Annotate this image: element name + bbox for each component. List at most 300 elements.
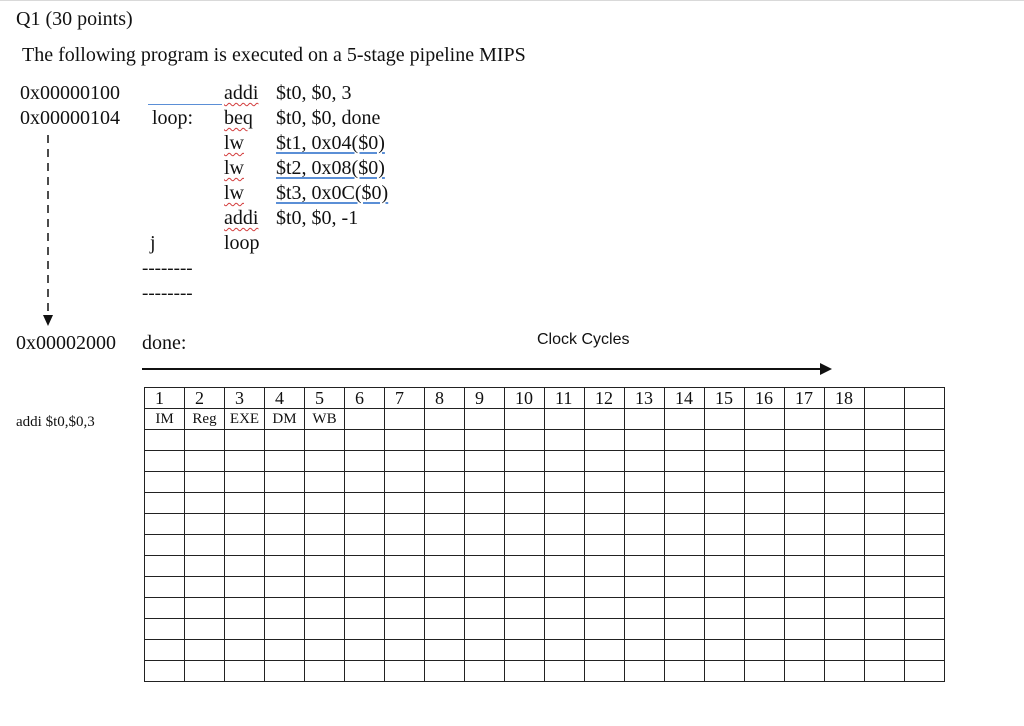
- operands: $t1, 0x04($0): [276, 132, 385, 154]
- grid-cell: [745, 598, 785, 619]
- cycle-cell: 5: [305, 388, 345, 409]
- grid-cell: [425, 661, 465, 682]
- grid-cell: [545, 451, 585, 472]
- empty-row: [145, 451, 945, 472]
- grid-cell: [185, 661, 225, 682]
- grid-cell: [185, 619, 225, 640]
- grid-cell: [345, 409, 385, 430]
- grid-cell: [745, 472, 785, 493]
- grid-cell: [705, 514, 745, 535]
- grid-cell: [185, 556, 225, 577]
- grid-cell: [145, 451, 185, 472]
- jump-opcode: j: [150, 232, 156, 254]
- grid-cell: [505, 472, 545, 493]
- grid-cell: [265, 451, 305, 472]
- cycle-cell: 7: [385, 388, 425, 409]
- grid-cell: [385, 598, 425, 619]
- cycle-cell: 13: [625, 388, 665, 409]
- grid-cell: [585, 430, 625, 451]
- grid-cell: [745, 619, 785, 640]
- grid-cell: [665, 661, 705, 682]
- grid-cell: [585, 514, 625, 535]
- operands: $t0, $0, 3: [276, 82, 352, 104]
- cycle-cell: 2: [185, 388, 225, 409]
- grid-cell: [785, 493, 825, 514]
- stage-cell: Reg: [185, 409, 225, 430]
- empty-row: [145, 619, 945, 640]
- grid-cell: [225, 598, 265, 619]
- cycle-cell: 9: [465, 388, 505, 409]
- grid-cell: [265, 535, 305, 556]
- cycle-cell: 11: [545, 388, 585, 409]
- grid-cell: [145, 619, 185, 640]
- grid-cell: [345, 535, 385, 556]
- empty-row: [145, 640, 945, 661]
- grid-cell: [785, 409, 825, 430]
- grid-cell: [745, 514, 785, 535]
- cycle-cell: 12: [585, 388, 625, 409]
- grid-cell: [625, 472, 665, 493]
- cycle-cell: 4: [265, 388, 305, 409]
- grid-cell: [745, 430, 785, 451]
- grid-cell: [705, 472, 745, 493]
- grid-cell: [385, 472, 425, 493]
- grid-cell: [345, 493, 385, 514]
- grid-cell: [465, 430, 505, 451]
- grid-cell: [305, 640, 345, 661]
- grid-cell: [465, 493, 505, 514]
- stage-cell: DM: [265, 409, 305, 430]
- grid-cell: [505, 598, 545, 619]
- grid-cell: [265, 430, 305, 451]
- grid-cell: [585, 619, 625, 640]
- grid-cell: [145, 535, 185, 556]
- grid-cell: [785, 430, 825, 451]
- opcode: addi: [224, 82, 259, 104]
- grid-cell: [625, 514, 665, 535]
- grid-cell: [825, 598, 865, 619]
- grid-cell: [785, 514, 825, 535]
- address-0x104: 0x00000104: [20, 107, 120, 129]
- grid-cell: [665, 409, 705, 430]
- grid-cell: [505, 556, 545, 577]
- grid-cell: [385, 619, 425, 640]
- grid-cell: [505, 661, 545, 682]
- grid-cell: [425, 619, 465, 640]
- grid-cell: [345, 661, 385, 682]
- grid-cell: [665, 640, 705, 661]
- clock-cycles-label: Clock Cycles: [537, 331, 630, 348]
- grid-cell: [585, 640, 625, 661]
- grid-cell: [305, 472, 345, 493]
- grid-cell: [825, 661, 865, 682]
- grid-cell: [545, 619, 585, 640]
- grid-cell: [225, 619, 265, 640]
- grid-cell: [785, 619, 825, 640]
- grid-cell: [305, 619, 345, 640]
- grid-cell: [505, 577, 545, 598]
- grid-cell: [345, 556, 385, 577]
- grid-cell: [425, 598, 465, 619]
- grid-cell: [305, 514, 345, 535]
- operands: $t2, 0x08($0): [276, 157, 385, 179]
- grid-cell: [705, 640, 745, 661]
- grid-cell: [785, 535, 825, 556]
- grid-cell: [785, 661, 825, 682]
- empty-row: [145, 661, 945, 682]
- grid-cell: [545, 598, 585, 619]
- empty-row: [145, 493, 945, 514]
- grid-cell: [385, 409, 425, 430]
- grid-cell: [185, 598, 225, 619]
- grid-cell: [705, 451, 745, 472]
- opcode: lw: [224, 132, 244, 154]
- grid-cell: [385, 640, 425, 661]
- grid-cell: [265, 640, 305, 661]
- grid-cell: [305, 577, 345, 598]
- grid-cell: [425, 430, 465, 451]
- grid-cell: [905, 451, 945, 472]
- grid-cell: [545, 577, 585, 598]
- cycle-cell: 15: [705, 388, 745, 409]
- grid-cell: [625, 661, 665, 682]
- grid-cell: [665, 535, 705, 556]
- grid-cell: [465, 556, 505, 577]
- cycle-cell: 16: [745, 388, 785, 409]
- grid-cell: [385, 430, 425, 451]
- grid-cell: [905, 598, 945, 619]
- cycle-cell: 17: [785, 388, 825, 409]
- grid-cell: [625, 493, 665, 514]
- grid-cell: [625, 598, 665, 619]
- grid-cell: [905, 430, 945, 451]
- empty-row: [145, 556, 945, 577]
- operands: $t0, $0, done: [276, 107, 381, 129]
- top-rule: [0, 0, 1024, 1]
- grid-cell: [345, 640, 385, 661]
- grid-cell: [905, 661, 945, 682]
- grid-cell: [825, 430, 865, 451]
- grid-cell: [225, 493, 265, 514]
- opcode: beq: [224, 107, 253, 129]
- grid-cell: [705, 430, 745, 451]
- grid-cell: [905, 619, 945, 640]
- grid-cell: [145, 472, 185, 493]
- grid-cell: [505, 640, 545, 661]
- grid-cell: [265, 577, 305, 598]
- grid-cell: [305, 598, 345, 619]
- grid-cell: [665, 598, 705, 619]
- grid-cell: [825, 451, 865, 472]
- grid-cell: [145, 430, 185, 451]
- grid-cell: [785, 598, 825, 619]
- grid-cell: [705, 535, 745, 556]
- grid-cell: [345, 430, 385, 451]
- empty-rows: [145, 430, 945, 682]
- empty-row: [145, 472, 945, 493]
- grid-cell: [825, 640, 865, 661]
- grid-cell: [425, 556, 465, 577]
- operands: $t3, 0x0C($0): [276, 182, 389, 204]
- grid-cell: [185, 640, 225, 661]
- grid-cell: [185, 472, 225, 493]
- grid-cell: [665, 451, 705, 472]
- grid-cell: [265, 598, 305, 619]
- grid-cell: [625, 409, 665, 430]
- grid-cell: [505, 493, 545, 514]
- grid-cell: [225, 514, 265, 535]
- grid-cell: [705, 661, 745, 682]
- grid-cell: [745, 577, 785, 598]
- stage-row: [145, 409, 945, 430]
- grid-cell: [465, 472, 505, 493]
- cycle-cell: [865, 388, 905, 409]
- empty-row: [145, 430, 945, 451]
- grid-cell: [305, 493, 345, 514]
- label-done: done:: [142, 332, 187, 354]
- grid-cell: [385, 535, 425, 556]
- grid-cell: [625, 577, 665, 598]
- grid-cell: [745, 535, 785, 556]
- stage-cell: WB: [305, 409, 345, 430]
- grid-cell: [505, 409, 545, 430]
- cycle-cell: 3: [225, 388, 265, 409]
- grid-cell: [265, 556, 305, 577]
- grid-cell: [425, 472, 465, 493]
- grid-cell: [265, 514, 305, 535]
- grid-cell: [665, 514, 705, 535]
- grid-cell: [705, 619, 745, 640]
- opcode: lw: [224, 182, 244, 204]
- grid-cell: [185, 514, 225, 535]
- grid-cell: [585, 598, 625, 619]
- grid-cell: [305, 661, 345, 682]
- grid-cell: [545, 493, 585, 514]
- grid-cell: [305, 451, 345, 472]
- grid-cell: [185, 535, 225, 556]
- grid-cell: [185, 493, 225, 514]
- grid-cell: [865, 661, 905, 682]
- grid-cell: [785, 556, 825, 577]
- opcode: addi: [224, 207, 259, 229]
- gap-dashes: --------: [142, 258, 193, 279]
- grid-cell: [625, 619, 665, 640]
- grid-cell: [145, 661, 185, 682]
- address-0x2000: 0x00002000: [16, 332, 116, 354]
- grid-cell: [825, 472, 865, 493]
- grid-cell: [145, 493, 185, 514]
- grid-cell: [425, 409, 465, 430]
- opcode: lw: [224, 157, 244, 179]
- grid-cell: [145, 640, 185, 661]
- cycle-cell: 6: [345, 388, 385, 409]
- grid-cell: [425, 493, 465, 514]
- grid-cell: [745, 409, 785, 430]
- grid-cell: [585, 472, 625, 493]
- grid-cell: [905, 493, 945, 514]
- grid-cell: [505, 535, 545, 556]
- gap-dashes: --------: [142, 283, 193, 304]
- empty-row: [145, 514, 945, 535]
- grid-cell: [225, 556, 265, 577]
- grid-cell: [345, 598, 385, 619]
- grid-cell: [425, 640, 465, 661]
- question-prompt: The following program is executed on a 5-stage pipeline MIPS: [22, 44, 526, 66]
- grid-cell: [185, 577, 225, 598]
- grid-cell: [465, 661, 505, 682]
- grid-cell: [625, 535, 665, 556]
- grid-cell: [545, 430, 585, 451]
- grid-cell: [265, 619, 305, 640]
- grid-cell: [345, 577, 385, 598]
- grid-cell: [625, 430, 665, 451]
- grid-cell: [665, 556, 705, 577]
- grid-cell: [585, 535, 625, 556]
- grid-cell: [585, 451, 625, 472]
- cycle-cell: 10: [505, 388, 545, 409]
- grid-cell: [225, 661, 265, 682]
- grid-cell: [465, 640, 505, 661]
- grid-cell: [385, 556, 425, 577]
- grid-cell: [465, 577, 505, 598]
- grid-cell: [465, 451, 505, 472]
- grid-cell: [665, 577, 705, 598]
- grid-cell: [505, 514, 545, 535]
- grid-cell: [865, 619, 905, 640]
- empty-row: [145, 577, 945, 598]
- grid-cell: [225, 640, 265, 661]
- cycle-cell: 18: [825, 388, 865, 409]
- grid-cell: [145, 598, 185, 619]
- grid-cell: [665, 430, 705, 451]
- grid-cell: [825, 493, 865, 514]
- grid-cell: [505, 451, 545, 472]
- grid-cell: [345, 472, 385, 493]
- grid-cell: [865, 535, 905, 556]
- grid-cell: [225, 451, 265, 472]
- grid-cell: [425, 535, 465, 556]
- grid-cell: [745, 493, 785, 514]
- blank-label-line: [148, 104, 222, 105]
- grid-cell: [785, 640, 825, 661]
- grid-cell: [905, 514, 945, 535]
- jump-target: loop: [224, 232, 260, 254]
- operands: $t0, $0, -1: [276, 207, 359, 229]
- grid-cell: [745, 661, 785, 682]
- grid-cell: [665, 493, 705, 514]
- grid-cell: [505, 430, 545, 451]
- grid-cell: [545, 556, 585, 577]
- grid-cell: [225, 535, 265, 556]
- grid-cell: [585, 577, 625, 598]
- grid-cell: [545, 640, 585, 661]
- grid-cell: [225, 577, 265, 598]
- cycle-cell: 14: [665, 388, 705, 409]
- grid-cell: [705, 577, 745, 598]
- grid-cell: [585, 661, 625, 682]
- grid-cell: [865, 640, 905, 661]
- label-loop: loop:: [152, 107, 194, 129]
- grid-cell: [385, 493, 425, 514]
- grid-cell: [905, 409, 945, 430]
- grid-cell: [385, 451, 425, 472]
- grid-cell: [265, 661, 305, 682]
- grid-cell: [185, 451, 225, 472]
- grid-cell: [585, 556, 625, 577]
- grid-cell: [345, 514, 385, 535]
- grid-cell: [505, 619, 545, 640]
- grid-cell: [745, 451, 785, 472]
- grid-cell: [705, 409, 745, 430]
- grid-cell: [305, 535, 345, 556]
- grid-cell: [905, 640, 945, 661]
- grid-cell: [585, 409, 625, 430]
- cycle-cell: [905, 388, 945, 409]
- grid-cell: [225, 430, 265, 451]
- grid-cell: [545, 514, 585, 535]
- grid-cell: [865, 556, 905, 577]
- grid-cell: [865, 493, 905, 514]
- grid-cell: [785, 472, 825, 493]
- grid-cell: [905, 535, 945, 556]
- grid-cell: [465, 409, 505, 430]
- grid-cell: [705, 493, 745, 514]
- stage-cell: EXE: [225, 409, 265, 430]
- grid-cell: [865, 472, 905, 493]
- grid-cell: [305, 556, 345, 577]
- empty-row: [145, 535, 945, 556]
- grid-cell: [905, 472, 945, 493]
- grid-cell: [465, 619, 505, 640]
- grid-cell: [545, 661, 585, 682]
- grid-cell: [745, 556, 785, 577]
- clock-arrow: [140, 362, 834, 376]
- grid-cell: [425, 577, 465, 598]
- grid-cell: [825, 409, 865, 430]
- grid-cell: [625, 640, 665, 661]
- grid-cell: [625, 451, 665, 472]
- grid-cell: [385, 661, 425, 682]
- grid-cell: [465, 514, 505, 535]
- dashed-down-arrow: [40, 133, 60, 329]
- grid-cell: [865, 451, 905, 472]
- grid-cell: [265, 472, 305, 493]
- grid-cell: [185, 430, 225, 451]
- grid-cell: [865, 514, 905, 535]
- grid-cell: [665, 472, 705, 493]
- grid-cell: [665, 619, 705, 640]
- grid-cell: [385, 514, 425, 535]
- grid-cell: [545, 535, 585, 556]
- grid-cell: [865, 577, 905, 598]
- grid-cell: [385, 577, 425, 598]
- grid-cell: [705, 556, 745, 577]
- grid-cell: [865, 430, 905, 451]
- grid-cell: [865, 409, 905, 430]
- empty-row: [145, 598, 945, 619]
- grid-cell: [825, 556, 865, 577]
- grid-cell: [425, 451, 465, 472]
- grid-cell: [465, 535, 505, 556]
- grid-cell: [905, 556, 945, 577]
- grid-cell: [545, 472, 585, 493]
- grid-cell: [345, 451, 385, 472]
- grid-cell: [825, 535, 865, 556]
- grid-cell: [625, 556, 665, 577]
- stage-cell: IM: [145, 409, 185, 430]
- grid-cell: [585, 493, 625, 514]
- grid-cell: [825, 619, 865, 640]
